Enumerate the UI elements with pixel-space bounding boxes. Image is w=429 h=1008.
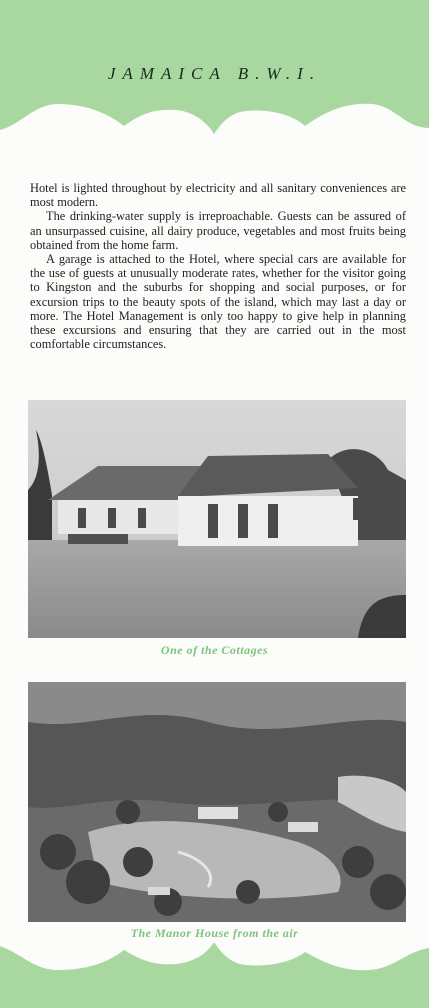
body-text: [30, 181, 406, 351]
manor-house-photo: [28, 682, 406, 922]
manor-house-image: [28, 682, 406, 922]
manor-house-caption: The Manor House from the air: [130, 926, 299, 940]
header-title: JAMAICA B.W.I.: [107, 64, 322, 83]
cottage-photo: [28, 400, 406, 638]
cottage-image: [28, 400, 406, 638]
paragraph-2: The drinking-water supply is irreproachable. Guests can be assured of an unsurpassed cuisine, all dairy produce, vegetables and most fruits being obtained from the home farm.: [30, 209, 406, 252]
paragraph-3: A garage is attached to the Hotel, where special cars are available for the use of guests at unusually moderate rates, whether for the visitor going to Kingston and the suburbs for shopping and social purposes, or for excursion trips to the beauty spots of the island, which may last a day or more. The Hotel Management is only too happy to give help in planning these excursions and ensuring that they are carried out in the most comfortable circumstances.: [30, 252, 406, 352]
paragraph-1: Hotel is lighted throughout by electricity and all sanitary conveniences are most modern.: [30, 181, 406, 210]
bottom-green-band: [0, 938, 429, 1008]
cottage-caption: One of the Cottages: [160, 643, 269, 657]
